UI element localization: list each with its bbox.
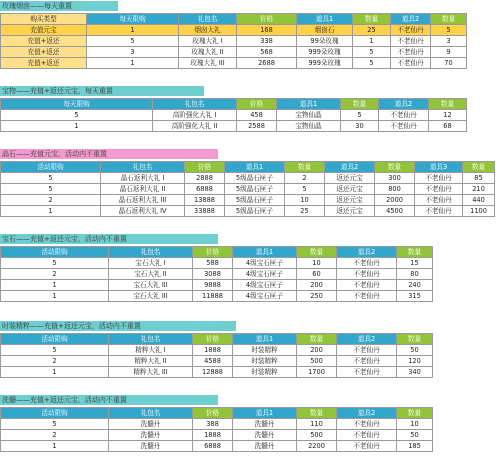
col-header: 道具1 — [233, 408, 297, 419]
cell: 1 — [1, 206, 101, 217]
cell: 充值+返还 — [1, 36, 87, 47]
cell: 宝物仙晶 — [277, 121, 341, 132]
table-crystal — [0, 161, 495, 217]
cell: 1 — [87, 58, 179, 69]
cell: 充值+返还 — [1, 58, 87, 69]
cell: 30 — [341, 121, 379, 132]
cell: 3088 — [193, 269, 233, 280]
table-row — [1, 195, 495, 206]
cell: 5 — [1, 258, 109, 269]
cell: 60 — [297, 269, 337, 280]
table-header-row — [1, 334, 433, 345]
cell: 999朵玫瑰 — [297, 47, 353, 58]
cell: 6888 — [193, 441, 233, 452]
col-header: 数量 — [341, 99, 379, 110]
col-header: 价格 — [193, 247, 233, 258]
cell: 洗髓丹 — [109, 441, 193, 452]
table-row — [1, 47, 467, 58]
table-row — [1, 280, 433, 291]
cell: 12888 — [193, 367, 233, 378]
table-header-row — [1, 247, 433, 258]
cell: 10 — [297, 258, 337, 269]
cell: 不老仙丹 — [379, 121, 429, 132]
cell: 33888 — [185, 206, 225, 217]
cell: 1 — [1, 367, 109, 378]
cell: 4级宝石匣子 — [233, 269, 297, 280]
col-header: 价格 — [185, 162, 225, 173]
cell: 返还元宝 — [325, 195, 375, 206]
cell: 10 — [397, 419, 433, 430]
col-header: 礼包名 — [109, 334, 193, 345]
col-header: 数量 — [397, 247, 433, 258]
col-header: 数量 — [353, 14, 391, 25]
section-title-rose: 玫瑰烟囱——每天重置 — [0, 1, 118, 11]
cell: 烟囱大礼 — [179, 25, 237, 36]
cell: 洗髓丹 — [109, 419, 193, 430]
cell: 晶石返利大礼 III — [101, 195, 185, 206]
cell: 烟囱石 — [297, 25, 353, 36]
cell: 999朵玫瑰 — [297, 58, 353, 69]
col-header: 价格 — [193, 408, 233, 419]
table-row — [1, 441, 433, 452]
cell: 不老仙丹 — [415, 184, 463, 195]
cell: 120 — [397, 356, 433, 367]
col-header: 活动限购 — [1, 247, 109, 258]
cell: 300 — [375, 173, 415, 184]
col-header: 价格 — [237, 14, 297, 25]
cell: 不老仙丹 — [391, 47, 431, 58]
col-header: 道具2 — [337, 247, 397, 258]
cell: 1700 — [297, 367, 337, 378]
cell: 高阶强化大礼 I — [153, 110, 237, 121]
cell: 5 — [1, 110, 153, 121]
cell: 200 — [297, 280, 337, 291]
cell: 不老仙丹 — [337, 419, 397, 430]
cell: 4级宝石匣子 — [233, 291, 297, 302]
cell: 5级晶石匣子 — [225, 206, 285, 217]
table-row — [1, 367, 433, 378]
col-header: 价格 — [193, 334, 233, 345]
col-header: 价格 — [237, 99, 277, 110]
cell: 500 — [297, 430, 337, 441]
cell: 25 — [285, 206, 325, 217]
section-title-treasure: 宝物——充值+返还元宝，每天重置 — [0, 86, 204, 96]
col-header: 数量 — [397, 408, 433, 419]
cell: 2588 — [237, 121, 277, 132]
cell: 500 — [297, 356, 337, 367]
col-header: 数量 — [431, 14, 467, 25]
cell: 68 — [429, 121, 467, 132]
cell: 99朵玫瑰 — [297, 36, 353, 47]
table-row — [1, 121, 467, 132]
col-header: 数量 — [397, 334, 433, 345]
section-title-crystal: 晶石——充值元宝，活动内不重置 — [0, 149, 218, 159]
cell: 玫瑰大礼 I — [179, 36, 237, 47]
cell: 宝石大礼 II — [109, 269, 193, 280]
cell: 315 — [397, 291, 433, 302]
cell: 2888 — [185, 173, 225, 184]
col-header: 道具3 — [415, 162, 463, 173]
cell: 玫瑰大礼 III — [179, 58, 237, 69]
table-header-row — [1, 99, 467, 110]
col-header: 每天限购 — [1, 99, 153, 110]
cell: 588 — [193, 258, 233, 269]
cell: 11888 — [193, 291, 233, 302]
cell: 高阶强化大礼 II — [153, 121, 237, 132]
cell: 2 — [1, 195, 101, 206]
cell: 洗髓丹 — [109, 430, 193, 441]
cell: 返还元宝 — [325, 173, 375, 184]
col-header: 道具1 — [233, 247, 297, 258]
cell: 5 — [341, 110, 379, 121]
section-title-fashion: 时装精粹——充值+返还元宝，活动内不重置 — [0, 321, 236, 331]
cell: 1 — [1, 121, 153, 132]
cell: 1888 — [193, 345, 233, 356]
cell: 240 — [397, 280, 433, 291]
col-header: 礼包名 — [109, 247, 193, 258]
cell: 宝石大礼 III — [109, 291, 193, 302]
cell: 2000 — [375, 195, 415, 206]
cell: 不老仙丹 — [337, 291, 397, 302]
cell: 2 — [1, 269, 109, 280]
cell: 440 — [463, 195, 495, 206]
cell: 不老仙丹 — [391, 25, 431, 36]
cell: 85 — [463, 173, 495, 184]
cell: 185 — [397, 441, 433, 452]
cell: 4级宝石匣子 — [233, 258, 297, 269]
table-header-row — [1, 14, 467, 25]
table-header-row — [1, 408, 433, 419]
cell: 不老仙丹 — [415, 173, 463, 184]
col-header: 道具2 — [379, 99, 429, 110]
table-marrow — [0, 407, 433, 452]
cell: 不老仙丹 — [415, 195, 463, 206]
col-header: 道具2 — [337, 334, 397, 345]
col-header: 礼包名 — [109, 408, 193, 419]
cell: 5级晶石匣子 — [225, 173, 285, 184]
cell: 不老仙丹 — [337, 356, 397, 367]
cell: 不老仙丹 — [337, 367, 397, 378]
cell: 不老仙丹 — [337, 269, 397, 280]
cell: 9888 — [193, 280, 233, 291]
cell: 玫瑰大礼 II — [179, 47, 237, 58]
cell: 50 — [397, 430, 433, 441]
cell: 返还元宝 — [325, 206, 375, 217]
col-header: 数量 — [285, 162, 325, 173]
cell: 不老仙丹 — [337, 345, 397, 356]
cell: 1 — [87, 25, 179, 36]
table-row — [1, 58, 467, 69]
cell: 5 — [353, 47, 391, 58]
col-header: 数量 — [429, 99, 467, 110]
cell: 精粹大礼 III — [109, 367, 193, 378]
cell: 15 — [397, 258, 433, 269]
cell: 50 — [397, 345, 433, 356]
cell: 时装精粹 — [233, 345, 297, 356]
cell: 13888 — [185, 195, 225, 206]
cell: 不老仙丹 — [415, 206, 463, 217]
col-header: 活动限购 — [1, 162, 101, 173]
cell: 洗髓丹 — [233, 419, 297, 430]
table-row — [1, 173, 495, 184]
cell: 精粹大礼 II — [109, 356, 193, 367]
table-row — [1, 419, 433, 430]
cell: 不老仙丹 — [337, 280, 397, 291]
cell: 精粹大礼 I — [109, 345, 193, 356]
table-row — [1, 36, 467, 47]
cell: 12 — [429, 110, 467, 121]
col-header: 道具2 — [337, 408, 397, 419]
cell: 晶石返利大礼 II — [101, 184, 185, 195]
cell: 2200 — [297, 441, 337, 452]
cell: 25 — [353, 25, 391, 36]
cell: 200 — [297, 345, 337, 356]
cell: 宝石大礼 III — [109, 280, 193, 291]
table-fashion — [0, 333, 433, 378]
col-header: 道具1 — [277, 99, 341, 110]
cell: 3 — [87, 47, 179, 58]
table-row — [1, 184, 495, 195]
cell: 6888 — [185, 184, 225, 195]
cell: 不老仙丹 — [391, 36, 431, 47]
col-header: 道具2 — [391, 14, 431, 25]
cell: 不老仙丹 — [391, 58, 431, 69]
table-gem — [0, 246, 433, 302]
cell: 5级晶石匣子 — [225, 195, 285, 206]
table-row — [1, 206, 495, 217]
col-header: 道具1 — [233, 334, 297, 345]
cell: 110 — [297, 419, 337, 430]
cell: 1100 — [463, 206, 495, 217]
table-row — [1, 345, 433, 356]
cell: 4500 — [375, 206, 415, 217]
table-treasure — [0, 98, 467, 132]
cell: 宝石大礼 I — [109, 258, 193, 269]
cell: 9 — [431, 47, 467, 58]
col-header: 礼包名 — [101, 162, 185, 173]
col-header: 数量 — [297, 247, 337, 258]
cell: 时装精粹 — [233, 367, 297, 378]
cell: 210 — [463, 184, 495, 195]
cell: 返还元宝 — [325, 184, 375, 195]
cell: 1 — [1, 280, 109, 291]
cell: 250 — [297, 291, 337, 302]
cell: 1 — [1, 441, 109, 452]
table-row — [1, 110, 467, 121]
cell: 洗髓丹 — [233, 441, 297, 452]
cell: 4级宝石匣子 — [233, 280, 297, 291]
col-header: 数量 — [297, 334, 337, 345]
table-row — [1, 291, 433, 302]
col-header: 礼包名 — [153, 99, 237, 110]
cell: 充值元宝 — [1, 25, 87, 36]
cell: 340 — [397, 367, 433, 378]
cell: 2 — [1, 430, 109, 441]
col-header: 道具1 — [225, 162, 285, 173]
cell: 5 — [1, 345, 109, 356]
col-header: 数量 — [375, 162, 415, 173]
cell: 458 — [237, 110, 277, 121]
col-header: 礼包名 — [179, 14, 237, 25]
col-header: 数量 — [463, 162, 495, 173]
cell: 晶石返利大礼 I — [101, 173, 185, 184]
section-title-marrow: 洗髓——充值+返还元宝，活动内不重置 — [0, 395, 218, 405]
table-row — [1, 356, 433, 367]
cell: 5 — [1, 184, 101, 195]
cell: 时装精粹 — [233, 356, 297, 367]
cell: 70 — [431, 58, 467, 69]
cell: 338 — [237, 36, 297, 47]
cell: 5 — [1, 173, 101, 184]
cell: 5 — [431, 25, 467, 36]
cell: 晶石返利大礼 IV — [101, 206, 185, 217]
cell: 充值+返还 — [1, 47, 87, 58]
cell: 568 — [237, 47, 297, 58]
table-row — [1, 258, 433, 269]
table-row — [1, 430, 433, 441]
cell: 不老仙丹 — [337, 441, 397, 452]
cell: 10 — [285, 195, 325, 206]
cell: 3 — [431, 36, 467, 47]
table-header-row — [1, 162, 495, 173]
cell: 80 — [397, 269, 433, 280]
table-row — [1, 269, 433, 280]
cell: 2688 — [237, 58, 297, 69]
col-header: 数量 — [297, 408, 337, 419]
cell: 不老仙丹 — [337, 430, 397, 441]
cell: 5 — [353, 58, 391, 69]
cell: 1 — [353, 36, 391, 47]
cell: 168 — [237, 25, 297, 36]
cell: 不老仙丹 — [379, 110, 429, 121]
cell: 5 — [87, 36, 179, 47]
cell: 5 — [285, 184, 325, 195]
cell: 2 — [285, 173, 325, 184]
col-header: 购买类型 — [1, 14, 87, 25]
section-title-gem: 宝石——充值+返还元宝，活动内不重置 — [0, 234, 218, 244]
cell: 1 — [1, 291, 109, 302]
cell: 洗髓丹 — [233, 430, 297, 441]
col-header: 道具1 — [297, 14, 353, 25]
cell: 4588 — [193, 356, 233, 367]
table-rose — [0, 13, 467, 69]
col-header: 活动限购 — [1, 408, 109, 419]
cell: 5 — [1, 419, 109, 430]
table-row — [1, 25, 467, 36]
cell: 宝物仙晶 — [277, 110, 341, 121]
col-header: 道具2 — [325, 162, 375, 173]
col-header: 每天限购 — [87, 14, 179, 25]
cell: 5级晶石匣子 — [225, 184, 285, 195]
cell: 800 — [375, 184, 415, 195]
cell: 388 — [193, 419, 233, 430]
cell: 不老仙丹 — [337, 258, 397, 269]
cell: 2 — [1, 356, 109, 367]
cell: 1888 — [193, 430, 233, 441]
col-header: 活动限购 — [1, 334, 109, 345]
